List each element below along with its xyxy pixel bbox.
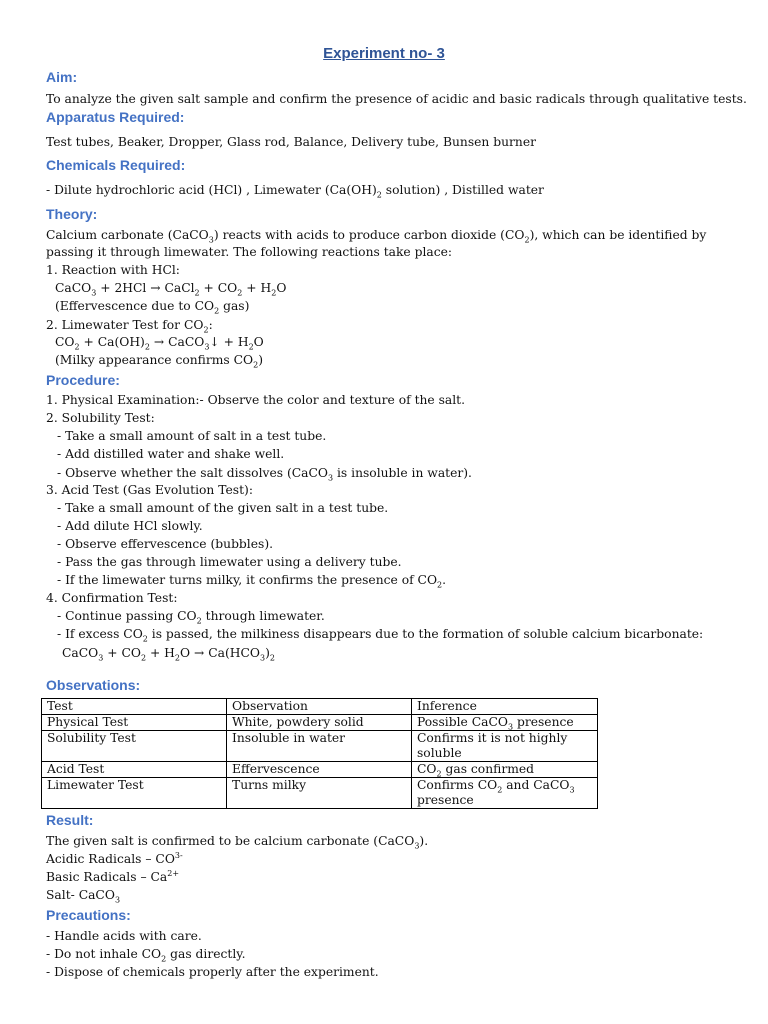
observations-table: [41, 698, 598, 809]
column-header-inference: Inference: [412, 699, 598, 715]
procedure-step-3e: - If the limewater turns milky, it confirms the presence of $CO_2$.: [57, 573, 447, 590]
column-header-test: Test: [42, 699, 227, 715]
result-basic-radical: Basic Radicals – $Ca^{2+}$: [46, 868, 180, 884]
precaution-3: - Dispose of chemicals properly after the experiment.: [46, 965, 379, 979]
column-header-observation: Observation: [227, 699, 412, 715]
cell-observation: White, powdery solid: [227, 715, 412, 731]
precautions-heading: Precautions:: [46, 907, 131, 923]
cell-test: Acid Test: [42, 762, 227, 778]
table-row: [42, 778, 598, 809]
theory-reaction-1-note: (Effervescence due to $CO_2$ gas): [55, 299, 250, 316]
precaution-1: - Handle acids with care.: [46, 929, 202, 943]
precaution-2: - Do not inhale $CO_2$ gas directly.: [46, 947, 246, 964]
theory-reaction-2-note: (Milky appearance confirms $CO_2$): [55, 353, 264, 370]
result-acidic-radical: Acidic Radicals – $CO^{3-}$: [46, 850, 183, 866]
result-heading: Result:: [46, 812, 94, 828]
aim-text: To analyze the given salt sample and confirm the presence of acidic and basic radicals through qualitative tests.: [46, 92, 747, 106]
cell-observation: Turns milky: [227, 778, 412, 809]
procedure-step-3b: - Add dilute HCl slowly.: [57, 519, 203, 533]
table-row: [42, 715, 598, 731]
aim-heading: Aim:: [46, 69, 78, 85]
table-row: [42, 731, 598, 762]
result-salt: Salt- CaCO$_3$: [46, 888, 121, 905]
procedure-step-1: 1. Physical Examination:- Observe the color and texture of the salt.: [46, 393, 466, 407]
cell-inference: Possible CaCO$_3$ presence: [412, 715, 598, 731]
procedure-heading: Procedure:: [46, 372, 120, 388]
procedure-step-2b: - Add distilled water and shake well.: [57, 447, 285, 461]
cell-test: Solubility Test: [42, 731, 227, 762]
theory-reaction-1-title: 1. Reaction with HCl:: [46, 263, 180, 277]
page-title: Experiment no- 3: [323, 45, 445, 62]
procedure-step-3d: - Pass the gas through limewater using a delivery tube.: [57, 555, 402, 569]
procedure-step-2: 2. Solubility Test:: [46, 411, 155, 425]
theory-reaction-2-equation: $CO_2 + Ca(OH)_2$ → CaCO$_3$↓ + $H_2O$: [55, 335, 264, 352]
observations-heading: Observations:: [46, 677, 141, 693]
theory-paragraph-line-2: passing it through limewater. The following reactions take place:: [46, 245, 453, 259]
procedure-step-3a: - Take a small amount of the given salt in a test tube.: [57, 501, 389, 515]
theory-heading: Theory:: [46, 206, 98, 222]
cell-observation: Insoluble in water: [227, 731, 412, 762]
procedure-step-2c: - Observe whether the salt dissolves (CaCO$_3$ is insoluble in water).: [57, 466, 472, 483]
cell-observation: Effervescence: [227, 762, 412, 778]
chemicals-text: - Dilute hydrochloric acid (HCl) , Limewater ($Ca(OH)_2$ solution) , Distilled water: [46, 183, 544, 200]
theory-paragraph-line-1: Calcium carbonate (CaCO$_3$) reacts with acids to produce carbon dioxide $(CO_2)$, which can be identified by: [46, 228, 707, 245]
procedure-step-4: 4. Confirmation Test:: [46, 591, 178, 605]
cell-inference: $CO_2$ gas confirmed: [412, 762, 598, 778]
procedure-step-4b: - If excess $CO_2$ is passed, the milkiness disappears due to the formation of soluble calcium bicarbonate:: [57, 627, 704, 644]
procedure-step-3: 3. Acid Test (Gas Evolution Test):: [46, 483, 253, 497]
apparatus-heading: Apparatus Required:: [46, 109, 185, 125]
cell-test: Limewater Test: [42, 778, 227, 809]
procedure-step-2a: - Take a small amount of salt in a test tube.: [57, 429, 327, 443]
cell-inference: Confirms it is not highly soluble: [412, 731, 598, 762]
table-row: [42, 762, 598, 778]
theory-reaction-2-title: 2. Limewater Test for $CO_2$:: [46, 318, 213, 335]
procedure-step-3c: - Observe effervescence (bubbles).: [57, 537, 274, 551]
cell-inference: Confirms $CO_2$ and CaCO$_3$ presence: [412, 778, 598, 809]
result-line-1: The given salt is confirmed to be calcium carbonate (CaCO$_3$).: [46, 834, 429, 851]
procedure-step-4a: - Continue passing $CO_2$ through limewater.: [57, 609, 325, 626]
procedure-step-4-equation: CaCO$_3$ + $CO_2 + H_2O \to Ca(HCO_3)_2$: [62, 646, 275, 663]
theory-reaction-1-equation: CaCO$_3$ + 2HCl → CaCl$_2$ + $CO_2 + H_2O$: [55, 281, 287, 298]
chemicals-heading: Chemicals Required:: [46, 157, 186, 173]
table-header-row: [42, 699, 598, 715]
cell-test: Physical Test: [42, 715, 227, 731]
apparatus-text: Test tubes, Beaker, Dropper, Glass rod, Balance, Delivery tube, Bunsen burner: [46, 135, 536, 149]
